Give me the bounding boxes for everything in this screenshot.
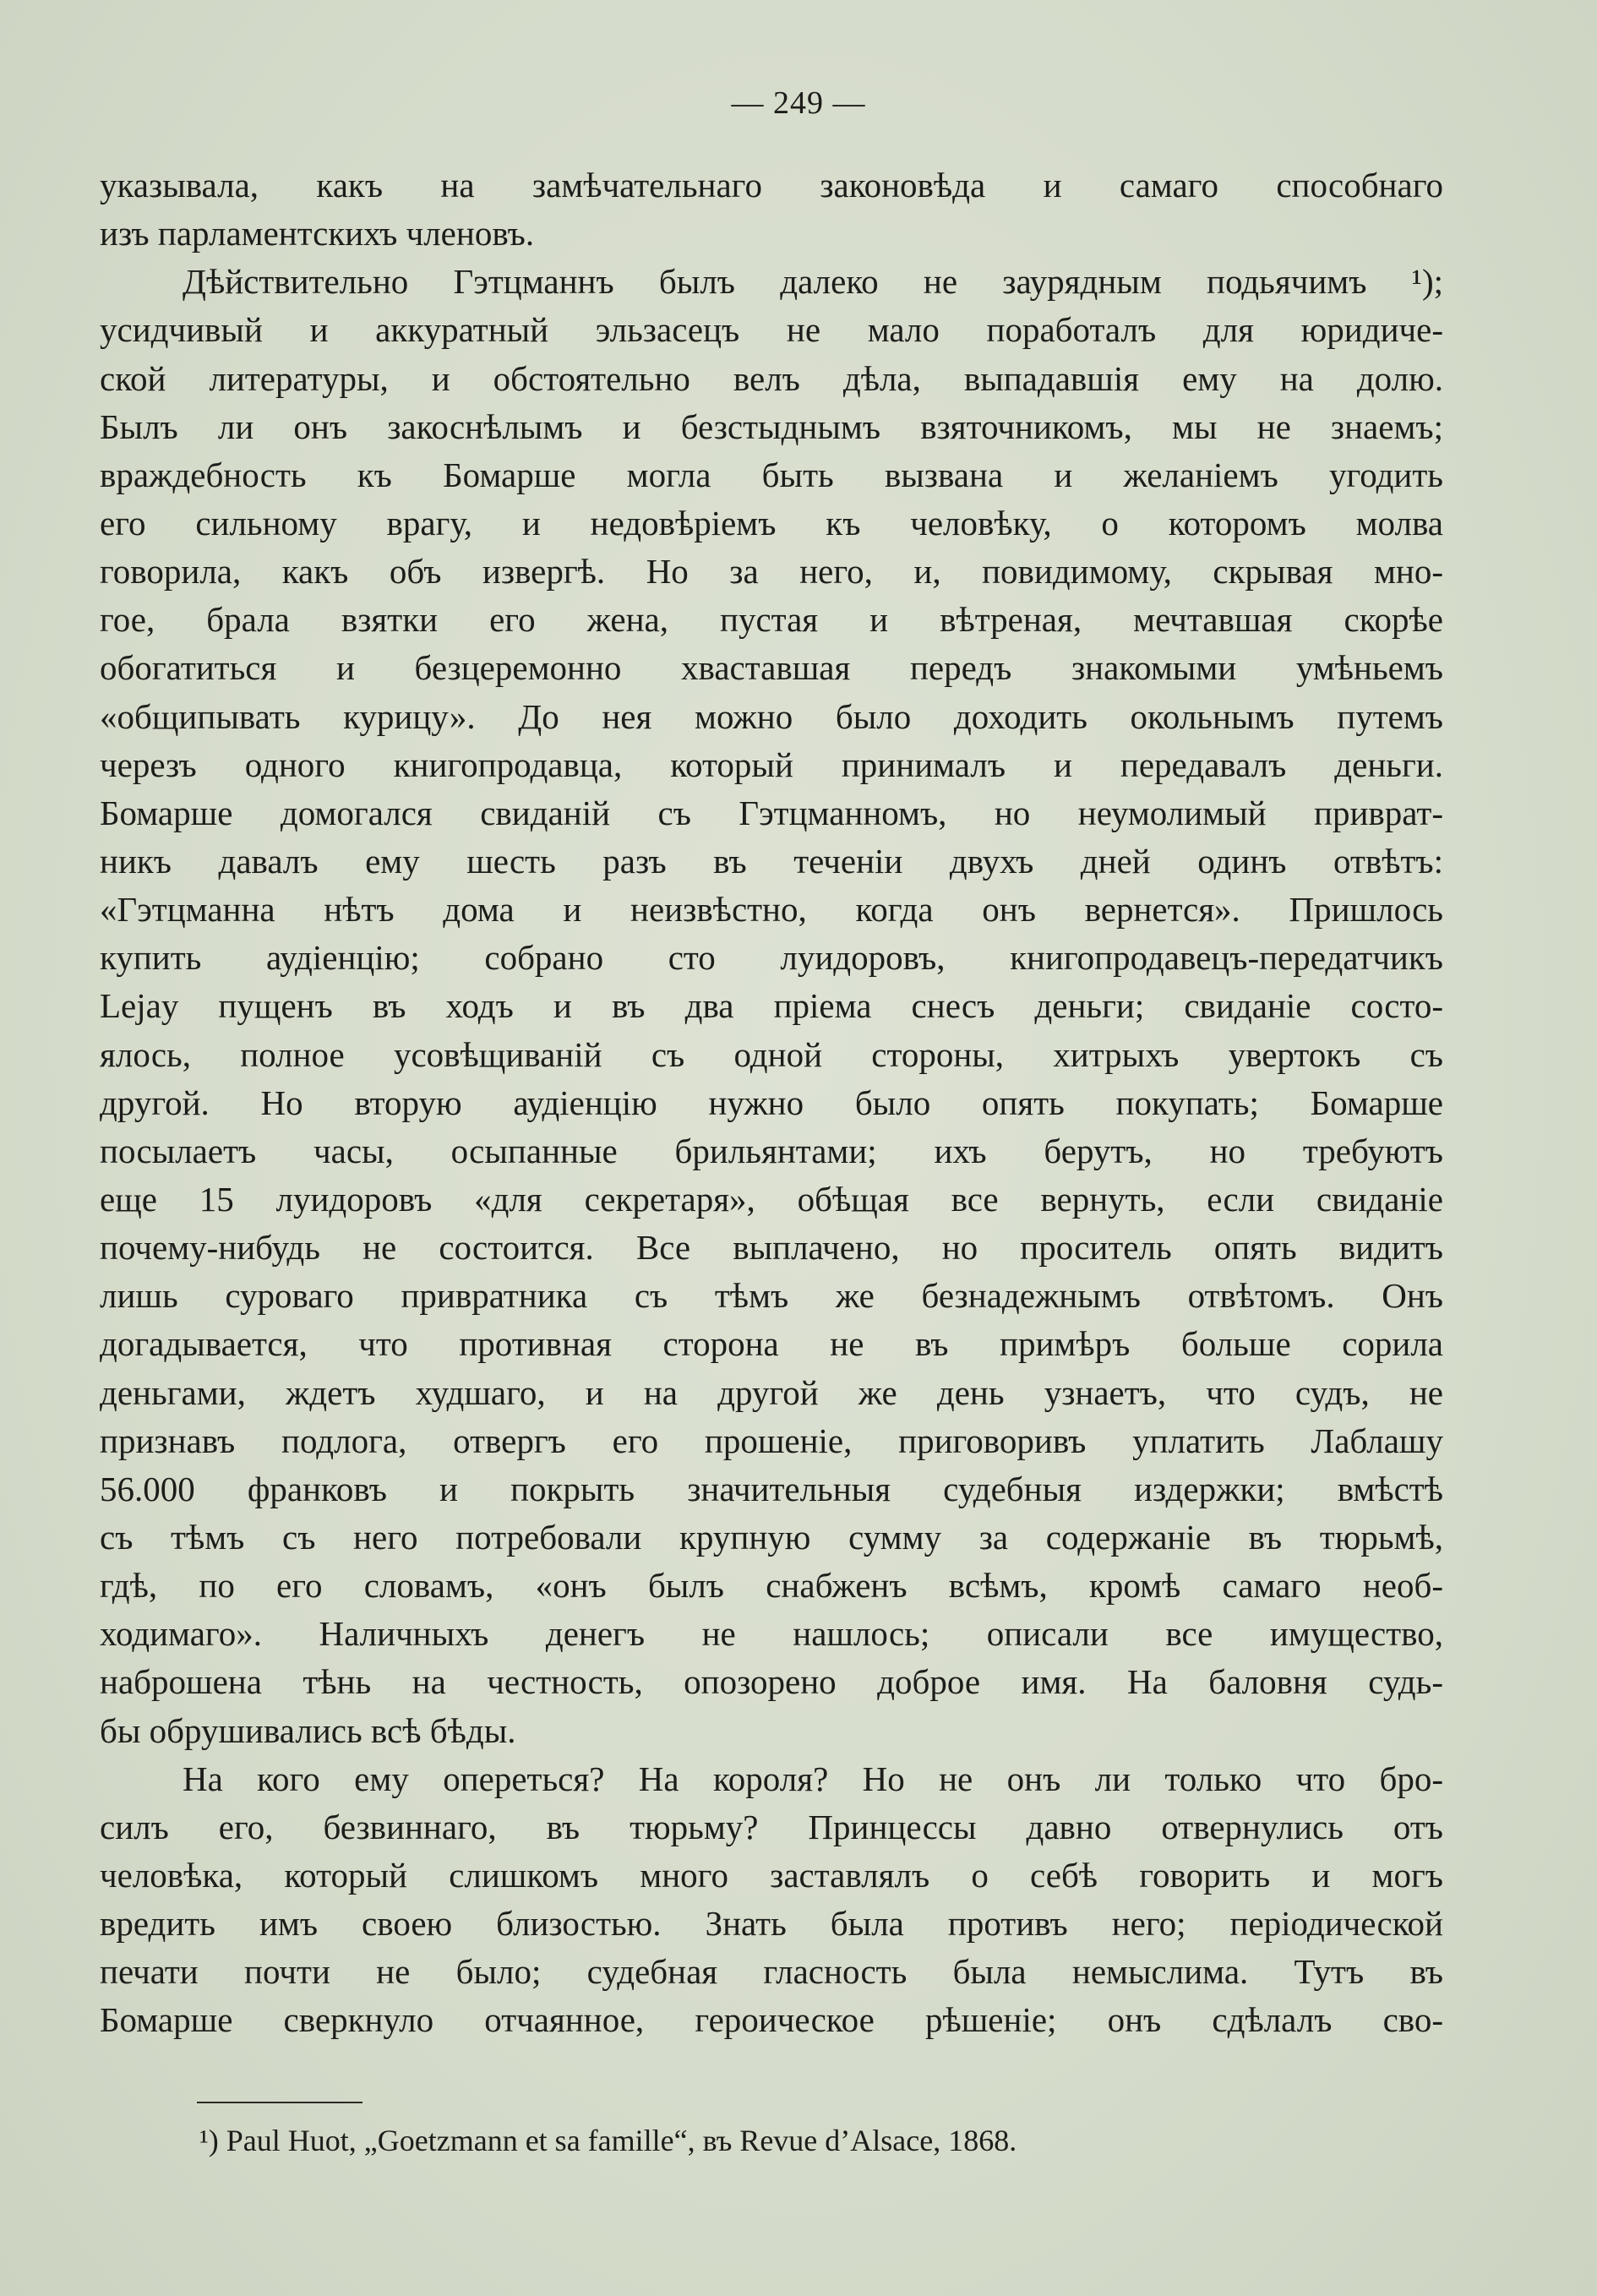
text-line: бы обрушивались всѣ бѣды. (100, 1710, 516, 1750)
text-line: наброшена тѣнь на честность, опозорено доброе имя. На баловня судь- (100, 1662, 1443, 1702)
text-line: печати почти не было; судебная гласность была немыслима. Тутъ въ (100, 1952, 1443, 1992)
text-line: человѣка, который слишкомъ много заставлялъ о себѣ говорить и могъ (100, 1855, 1443, 1895)
text-line: Lejay пущенъ въ ходъ и въ два пріема снесъ деньги; свиданіе состо- (100, 986, 1443, 1026)
text-line: еще 15 луидоровъ «для секретаря», обѣщая все вернуть, если свиданіе (100, 1179, 1443, 1219)
text-line: лишь суроваго привратника съ тѣмъ же безнадежнымъ отвѣтомъ. Онъ (100, 1276, 1443, 1316)
text-line: съ тѣмъ съ него потребовали крупную сумму за содержаніе въ тюрьмѣ, (100, 1517, 1443, 1557)
text-line: признавъ подлога, отвергъ его прошеніе, приговоривъ уплатить Лаблашу (100, 1421, 1443, 1460)
text-line: указывала, какъ на замѣчательнаго законовѣда и самаго способнаго (100, 166, 1443, 205)
footnote-divider (197, 2102, 362, 2103)
text-line: усидчивый и аккуратный эльзасецъ не мало поработалъ для юридиче- (100, 310, 1443, 350)
text-line: ходимаго». Наличныхъ денегъ не нашлось; описали все имущество, (100, 1614, 1443, 1654)
text-line: Бомарше сверкнуло отчаянное, героическое рѣшеніе; онъ сдѣлалъ сво- (100, 2000, 1443, 2040)
text-line: никъ давалъ ему шесть разъ въ теченіи двухъ дней одинъ отвѣтъ: (100, 841, 1443, 881)
text-line: «общипывать курицу». До нея можно было доходить окольнымъ путемъ (100, 696, 1443, 736)
page-number: — 249 — (731, 85, 866, 121)
text-line: Былъ ли онъ закоснѣлымъ и безстыднымъ взяточникомъ, мы не знаемъ; (100, 406, 1443, 446)
text-line: обогатиться и безцеремонно хваставшая передъ знакомыми умѣньемъ (100, 648, 1443, 688)
body-text (100, 161, 1443, 2044)
text-line: силъ его, безвиннаго, въ тюрьму? Принцессы давно отвернулись отъ (100, 1807, 1443, 1846)
text-line: другой. Но вторую аудіенцію нужно было опять покупать; Бомарше (100, 1083, 1443, 1122)
text-line: деньгами, ждетъ худшаго, и на другой же день узнаетъ, что судъ, не (100, 1372, 1443, 1412)
text-line: купить аудіенцію; собрано сто луидоровъ, книгопродавецъ-передатчикъ (100, 938, 1443, 978)
text-line: черезъ одного книгопродавца, который принималъ и передавалъ деньги. (100, 744, 1443, 784)
text-line: ялось, полное усовѣщиваній съ одной стороны, хитрыхъ увертокъ съ (100, 1034, 1443, 1074)
text-line: гдѣ, по его словамъ, «онъ былъ снабженъ всѣмъ, кромѣ самаго необ- (100, 1566, 1443, 1606)
text-line: Бомарше домогался свиданій съ Гэтцманномъ, но неумолимый приврат- (100, 793, 1443, 832)
text-line: почему-нибудь не состоится. Все выплачено, но проситель опять видитъ (100, 1228, 1443, 1268)
text-line: «Гэтцманна нѣтъ дома и неизвѣстно, когда онъ вернется». Пришлось (100, 890, 1443, 930)
text-line: 56.000 франковъ и покрыть значительныя судебныя издержки; вмѣстѣ (100, 1469, 1443, 1508)
footnote: ¹) Paul Huot, „Goetzmann et sa famille“, въ Revue d’Alsace, 1868. (199, 2124, 1017, 2157)
text-line: ской литературы, и обстоятельно велъ дѣла, выпадавшія ему на долю. (100, 358, 1443, 398)
text-line: его сильному врагу, и недовѣріемъ къ человѣку, о которомъ молва (100, 503, 1443, 543)
text-line: вредить имъ своею близостью. Знать была противъ него; періодической (100, 1904, 1443, 1944)
text-line: На кого ему опереться? На короля? Но не онъ ли только что бро- (183, 1759, 1443, 1798)
text-line: гое, брала взятки его жена, пустая и вѣтреная, мечтавшая скорѣе (100, 600, 1443, 640)
text-line: изъ парламентскихъ членовъ. (100, 214, 535, 254)
text-line: посылаетъ часы, осыпанные брильянтами; ихъ берутъ, но требуютъ (100, 1131, 1443, 1170)
text-line: враждебность къ Бомарше могла быть вызвана и желаніемъ угодить (100, 455, 1443, 494)
text-line: Дѣйствительно Гэтцманнъ былъ далеко не заурядным подьячимъ ¹); (183, 262, 1443, 302)
text-line: говорила, какъ объ извергѣ. Но за него, и, повидимому, скрывая мно- (100, 552, 1443, 592)
text-line: догадывается, что противная сторона не въ примѣръ больше сорила (100, 1324, 1443, 1364)
